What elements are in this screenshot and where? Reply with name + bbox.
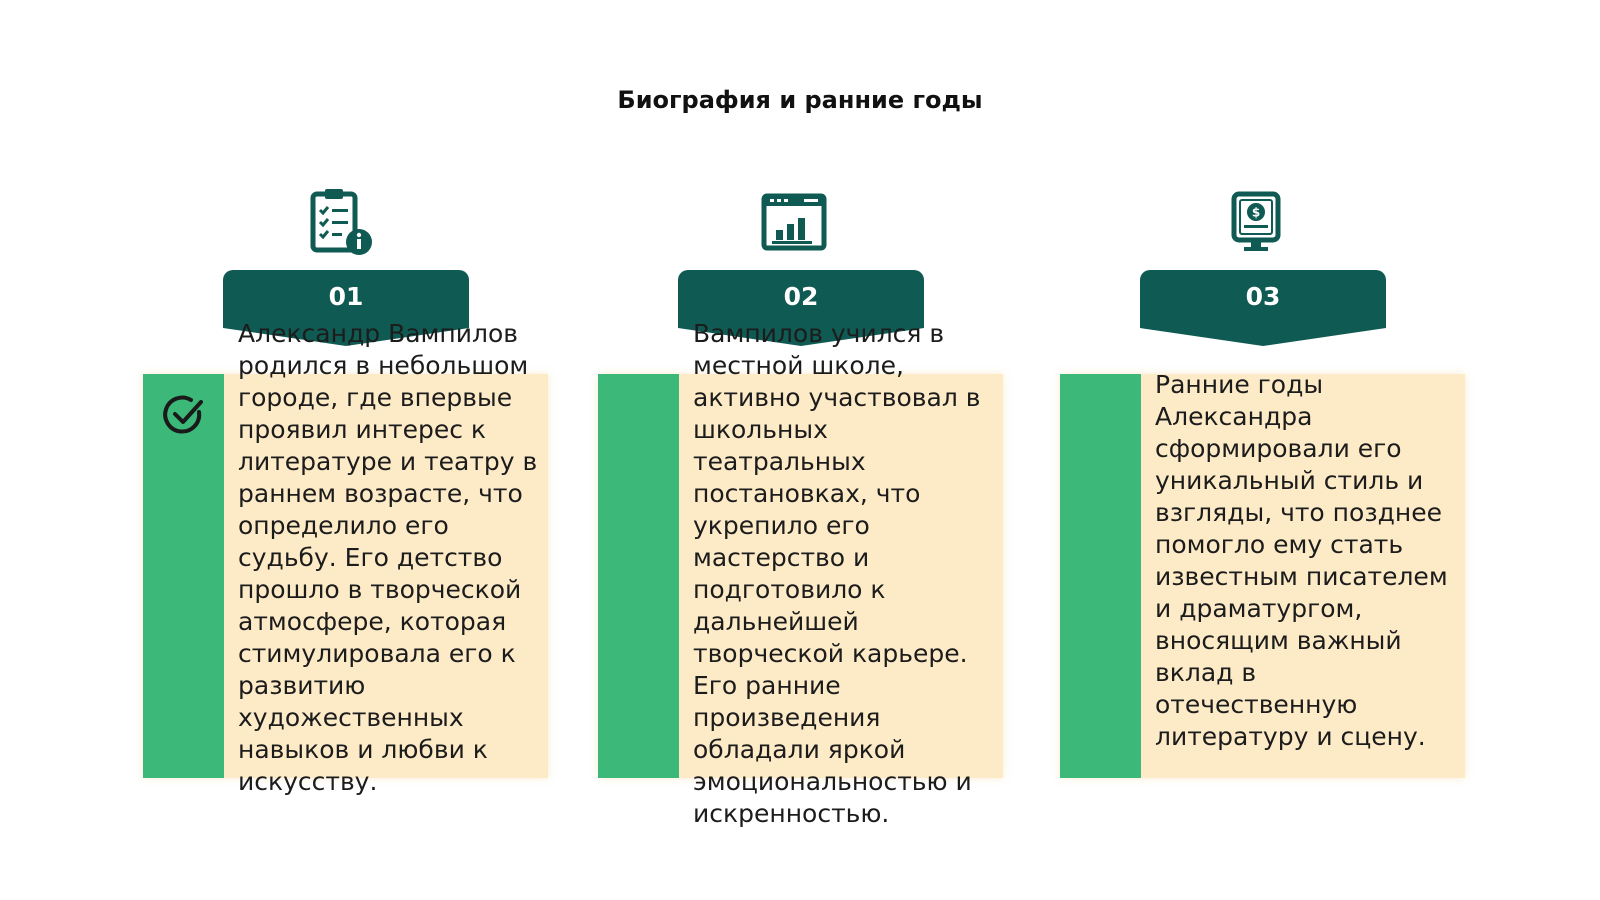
step-number: 01 [328,282,364,311]
clipboard-info-icon [303,186,375,258]
number-badge [1140,270,1386,346]
dollar-document-icon [1220,186,1292,258]
card-text: Ранние годы Александра сформировали его уникальный стиль и взгляды, что позднее помогло ему стать известным писателем и драматургом, вносящим важный вклад в отечественную литературу и сцену. [1155,370,1448,751]
bar-chart-window-icon [758,186,830,258]
column-3 [1060,0,1470,900]
check-circle-icon [161,392,207,438]
column-2 [598,0,1008,900]
step-number: 03 [1245,282,1281,311]
accent-strip [1060,374,1141,778]
step-number: 02 [783,282,819,311]
card-text: Александр Вампилов родился в небольшом городе, где впервые проявил интерес к литературе и театру в раннем возрасте, что определило его судьбу. Его детство прошло в творческой атмосфере, которая стимулировала его к развитию художественных навыков и любви к искусству. [238,319,538,796]
column-1 [143,0,553,900]
card-text: Вампилов учился в местной школе, активно участвовал в школьных театральных постановках, что укрепило его мастерство и подготовило к дальнейшей творческой карьере. Его ранние произведения обладали яркой эмоциональностью и искренностью. [693,319,981,828]
svg-text:$: $ [1251,205,1261,220]
accent-strip [598,374,679,778]
slide-title: Биография и ранние годы [617,86,983,114]
